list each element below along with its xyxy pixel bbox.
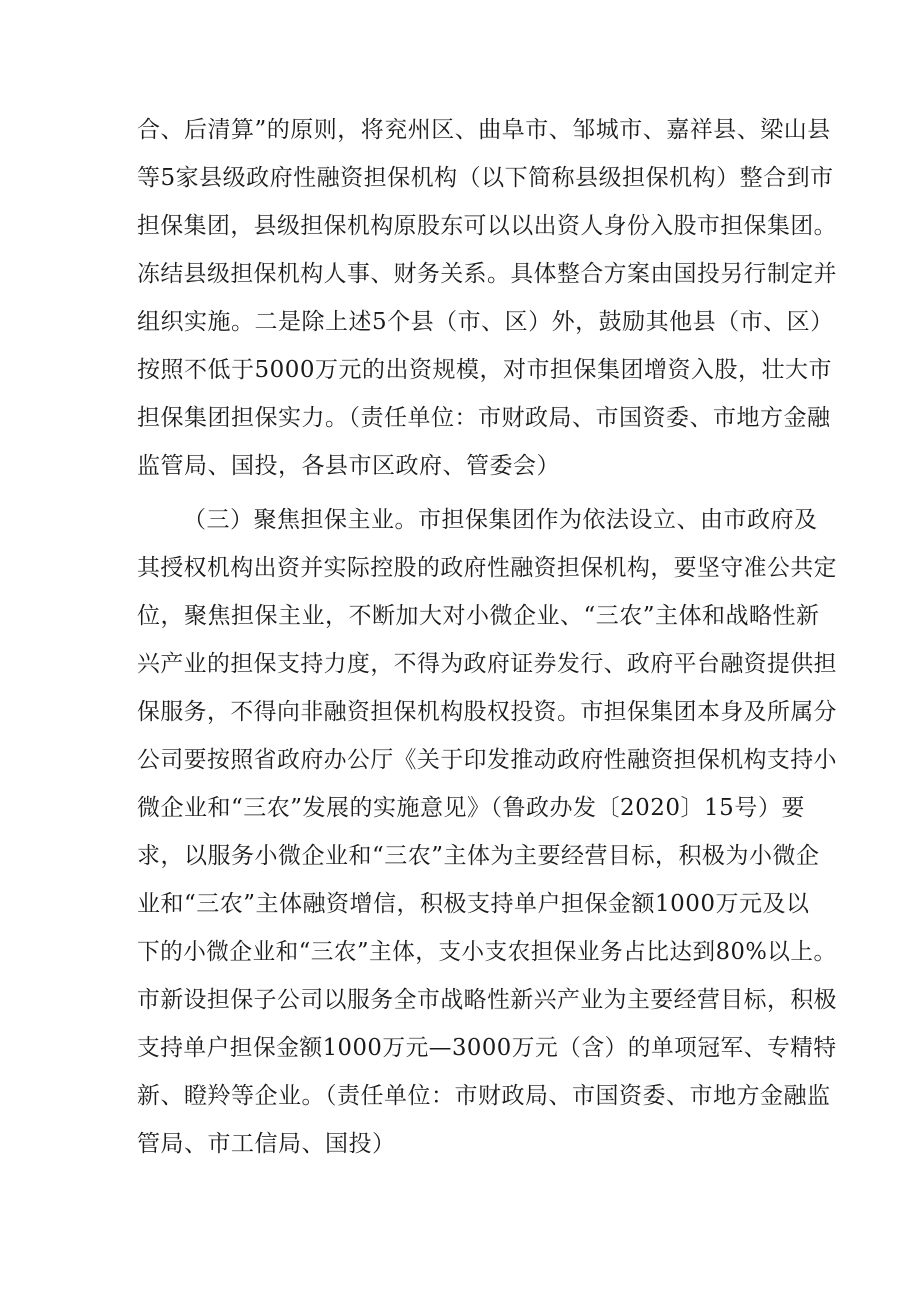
text-line: 兴产业的担保支持力度，不得为政府证券发行、政府平台融资提供担 [137,651,837,677]
text-line: 管局、市工信局、国投） [137,1131,396,1157]
text-line: 求，以服务小微企业和“三农”主体为主要经营目标，积极为小微企 [137,843,820,869]
text-line: 按照不低于5000万元的出资规模，对市担保集团增资入股，壮大市 [137,357,833,383]
text-line: 保服务，不得向非融资担保机构股权投资。市担保集团本身及所属分 [137,699,837,725]
text-line: 等5家县级政府性融资担保机构（以下简称县级担保机构）整合到市 [137,165,834,191]
text-line: 公司要按照省政府办公厅《关于印发推动政府性融资担保机构支持小 [137,747,837,773]
text-line: 市新设担保子公司以服务全市战略性新兴产业为主要经营目标，积极 [137,987,837,1013]
text-line: 合、后清算”的原则，将兖州区、曲阜市、邹城市、嘉祥县、梁山县 [137,117,831,143]
text-line: 担保集团担保实力。（责任单位：市财政局、市国资委、市地方金融 [137,405,831,431]
text-line: 组织实施。二是除上述5个县（市、区）外，鼓励其他县（市、区） [137,309,834,335]
text-line: 微企业和“三农”发展的实施意见》（鲁政办发〔2020〕15号）要 [137,795,805,821]
paragraph-heading-line: （三）聚焦担保主业。市担保集团作为依法设立、由市政府及 [183,507,818,533]
text-line: 业和“三农”主体融资增信，积极支持单户担保金额1000万元及以 [137,891,810,917]
text-line: 新、瞪羚等企业。（责任单位：市财政局、市国资委、市地方金融监 [137,1083,831,1109]
text-line: 其授权机构出资并实际控股的政府性融资担保机构，要坚守准公共定 [137,555,837,581]
text-line: 支持单户担保金额1000万元—3000万元（含）的单项冠军、专精特 [137,1035,837,1061]
text-line: 监管局、国投，各县市区政府、管委会） [137,453,560,479]
text-line: 担保集团，县级担保机构原股东可以以出资人身份入股市担保集团。 [137,213,837,239]
text-line: 位，聚焦担保主业，不断加大对小微企业、“三农”主体和战略性新 [137,603,820,629]
text-line: 下的小微企业和“三农”主体，支小支农担保业务占比达到80%以上。 [137,939,837,965]
text-line: 冻结县级担保机构人事、财务关系。具体整合方案由国投另行制定并 [137,261,837,287]
